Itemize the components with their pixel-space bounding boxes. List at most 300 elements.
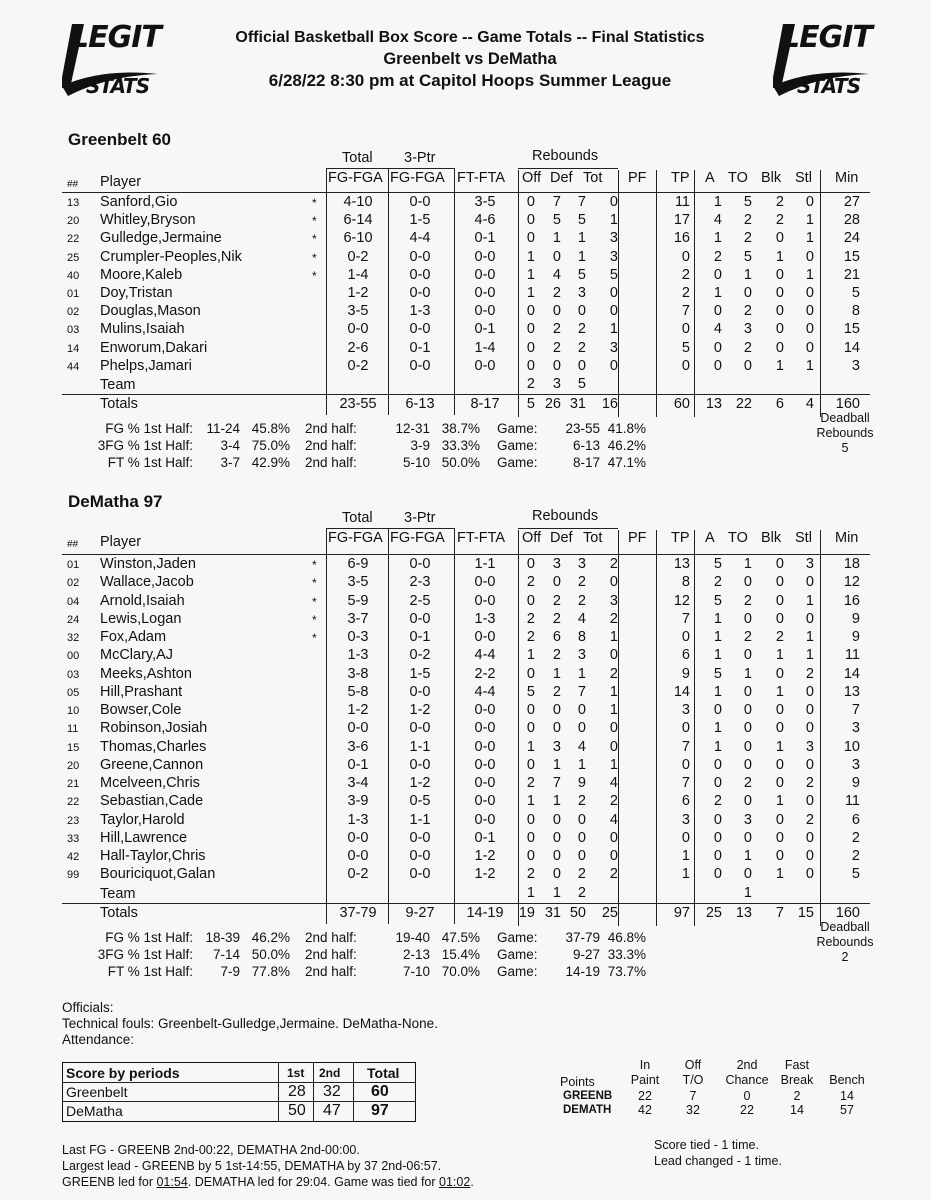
stat-to: 2 — [743, 339, 752, 356]
stat-min: 16 — [843, 592, 860, 609]
player-name: Greene,Cannon — [100, 756, 204, 773]
shooting-pct-gp: 46.2% — [607, 438, 646, 454]
stat-to: 0 — [743, 285, 752, 301]
stat-stl: 0 — [805, 720, 814, 737]
stat-tp: 7 — [681, 775, 690, 791]
stat-stl: 3 — [805, 556, 814, 572]
stat-stl: 0 — [805, 321, 814, 338]
header-tot: Tot — [583, 530, 603, 546]
stat-blk: 1 — [775, 647, 784, 664]
header-rebounds: Rebounds — [532, 508, 599, 524]
player-name: Mulins,Isaiah — [100, 321, 185, 338]
jersey-number: 02 — [67, 577, 80, 590]
stat-fg3: 2-5 — [409, 592, 431, 609]
player-name: Hall-Taylor,Chris — [100, 848, 206, 864]
stat-a: 1 — [713, 629, 722, 645]
stat-blk: 0 — [775, 665, 784, 682]
stat-tot: 9 — [577, 775, 586, 791]
stat-tp: 7 — [681, 610, 690, 627]
stat-to: 5 — [743, 248, 752, 265]
shooting-pct-label: FT % 1st Half: — [107, 963, 193, 979]
stat-stl: 1 — [805, 629, 814, 645]
stat-min: 14 — [843, 339, 860, 356]
stat-a: 1 — [713, 194, 722, 210]
stat-a: 0 — [713, 702, 722, 718]
stat-ft: 0-0 — [474, 266, 496, 283]
stat-a: 1 — [713, 647, 722, 664]
total-off: 5 — [526, 396, 535, 413]
shooting-pct-h2l: 2nd half: — [305, 946, 357, 962]
shooting-pct-label: FT % 1st Half: — [107, 455, 193, 471]
stat-fg: 3-5 — [347, 574, 369, 591]
stat-fg3: 0-0 — [409, 357, 431, 374]
header-fg-fga: FG-FGA — [328, 170, 383, 186]
jersey-number: 15 — [67, 741, 80, 754]
stat-to: 1 — [743, 266, 752, 283]
stat-pf: 0 — [609, 194, 618, 210]
team-heading: Greenbelt 60 — [68, 130, 171, 149]
sbp-period-score: 28 — [288, 1083, 306, 1100]
stat-off: 0 — [526, 321, 535, 338]
stat-to: 0 — [743, 720, 752, 737]
stat-off: 1 — [526, 266, 535, 283]
stat-stl: 0 — [805, 683, 814, 700]
stat-ft: 0-0 — [474, 811, 496, 828]
stat-ft: 0-0 — [474, 592, 496, 609]
team-label: Team — [100, 885, 136, 902]
shooting-pct-label: 3FG % 1st Half: — [97, 438, 193, 454]
header-def: Def — [550, 170, 573, 186]
stat-a: 1 — [713, 720, 722, 737]
stat-tot: 0 — [577, 702, 586, 718]
grid-line — [62, 192, 870, 193]
stat-tp: 3 — [681, 811, 690, 828]
stat-fg: 3-8 — [347, 665, 369, 682]
stat-blk: 1 — [775, 738, 784, 755]
header-fg-fga: FG-FGA — [328, 530, 383, 546]
stat-off: 0 — [526, 756, 535, 773]
stat-ft: 0-0 — [474, 702, 496, 718]
stat-pf: 0 — [609, 357, 618, 374]
stat-def: 4 — [552, 266, 561, 283]
player-name: Bowser,Cole — [100, 702, 182, 718]
stat-off: 0 — [526, 339, 535, 356]
total-off: 19 — [518, 904, 535, 921]
shooting-pct-h2l: 2nd half: — [305, 421, 357, 437]
stat-min: 10 — [843, 738, 860, 755]
stat-def: 1 — [552, 230, 561, 247]
stat-fg: 1-3 — [347, 811, 369, 828]
stat-to: 0 — [743, 829, 752, 846]
stat-fg: 0-0 — [347, 829, 369, 846]
starter-mark: * — [312, 558, 317, 572]
stat-def: 0 — [552, 720, 561, 737]
team-rebounds-row — [62, 376, 870, 394]
stat-ft: 1-2 — [474, 866, 496, 883]
stat-a: 4 — [713, 321, 722, 338]
stat-ft: 0-0 — [474, 775, 496, 791]
points-header-line2: Chance — [725, 1073, 769, 1087]
header-ft-fta: FT-FTA — [457, 170, 506, 186]
stat-to: 3 — [743, 321, 752, 338]
sbp-team-name: Greenbelt — [66, 1084, 128, 1100]
stat-off: 2 — [526, 775, 535, 791]
shooting-pct-gl: Game: — [497, 421, 538, 437]
stat-def: 0 — [552, 248, 561, 265]
stat-pf: 3 — [609, 230, 618, 247]
player-name: Winston,Jaden — [100, 556, 196, 572]
stat-min: 27 — [843, 194, 860, 210]
stat-def: 0 — [552, 848, 561, 864]
header-player: Player — [100, 174, 142, 190]
shooting-pct-gp: 73.7% — [607, 963, 646, 979]
stat-ft: 2-2 — [474, 665, 496, 682]
header-3ptr: 3-Ptr — [404, 150, 436, 166]
stat-to: 0 — [743, 610, 752, 627]
stat-tot: 3 — [577, 647, 586, 664]
totals-label: Totals — [100, 396, 138, 413]
stat-to: 1 — [743, 884, 752, 901]
sbp-period-score: 47 — [323, 1102, 341, 1119]
stat-ft: 0-0 — [474, 756, 496, 773]
stat-stl: 2 — [805, 811, 814, 828]
sbp-title: Score by periods — [66, 1065, 180, 1081]
player-row — [62, 249, 870, 267]
grid-line — [62, 903, 870, 904]
header-tp: TP — [671, 530, 690, 546]
stat-off: 0 — [526, 811, 535, 828]
stat-blk: 0 — [775, 756, 784, 773]
stat-min: 2 — [851, 829, 860, 846]
stat-tp: 0 — [681, 629, 690, 645]
stat-blk: 0 — [775, 848, 784, 864]
stat-def: 2 — [552, 339, 561, 356]
stat-fg: 5-8 — [347, 683, 369, 700]
stat-def: 0 — [552, 829, 561, 846]
stat-tot: 0 — [577, 357, 586, 374]
player-name: Mcelveen,Chris — [100, 775, 200, 791]
stat-a: 4 — [713, 212, 722, 229]
stat-pf: 0 — [609, 738, 618, 755]
stat-to: 0 — [743, 683, 752, 700]
player-name: Crumpler-Peoples,Nik — [100, 248, 242, 265]
stat-off: 2 — [526, 866, 535, 883]
total-to: 22 — [735, 396, 752, 413]
jersey-number: 21 — [67, 778, 80, 790]
player-row — [62, 848, 870, 866]
stat-tot: 4 — [577, 738, 586, 755]
stat-stl: 2 — [805, 665, 814, 682]
stat-fg: 0-2 — [347, 866, 369, 883]
stat-pf: 2 — [609, 610, 618, 627]
shooting-pct-h2: 19-40 — [395, 929, 430, 945]
stat-def: 1 — [552, 756, 561, 773]
team-rebounds-row — [62, 885, 870, 903]
stat-def: 0 — [552, 303, 561, 320]
shooting-pct-h2l: 2nd half: — [305, 963, 357, 979]
player-row — [62, 574, 870, 592]
stat-tot: 2 — [577, 321, 586, 338]
stat-a: 0 — [713, 775, 722, 791]
stat-tot: 2 — [577, 339, 586, 356]
player-name: Lewis,Logan — [100, 610, 182, 627]
stat-a: 1 — [713, 610, 722, 627]
stat-tot: 2 — [577, 793, 586, 810]
stat-pf: 0 — [609, 574, 618, 591]
stat-off: 0 — [526, 230, 535, 247]
stat-fg: 3-4 — [347, 775, 369, 791]
total-ft: 8-17 — [470, 396, 500, 413]
header-a: A — [705, 170, 715, 186]
attendance-label: Attendance: — [62, 1032, 135, 1047]
player-name: Phelps,Jamari — [100, 357, 192, 374]
stat-fg3: 2-3 — [409, 574, 431, 591]
stat-to: 3 — [743, 811, 752, 828]
stat-min: 11 — [844, 793, 860, 810]
points-value: 14 — [840, 1089, 854, 1103]
stat-min: 3 — [851, 756, 860, 773]
header-3ptr: 3-Ptr — [404, 510, 436, 526]
stat-to: 1 — [743, 848, 752, 864]
stat-blk: 2 — [775, 194, 784, 210]
lead-changed-line: Lead changed - 1 time. — [654, 1154, 782, 1168]
stat-def: 0 — [552, 574, 561, 591]
stat-min: 11 — [844, 647, 860, 664]
report-title: Official Basketball Box Score -- Game Totals -- Final Statistics — [235, 29, 705, 46]
shooting-pct-gp: 33.3% — [607, 946, 646, 962]
stat-min: 7 — [851, 702, 860, 718]
stat-def: 6 — [552, 629, 561, 645]
stat-to: 1 — [743, 556, 752, 572]
stat-blk: 1 — [775, 866, 784, 883]
stat-fg3: 1-5 — [409, 212, 431, 229]
stat-a: 2 — [713, 248, 722, 265]
stat-fg3: 1-2 — [409, 775, 431, 791]
total-pf: 25 — [601, 904, 618, 921]
stat-def: 0 — [552, 357, 561, 374]
points-label: Points — [560, 1075, 595, 1089]
stat-pf: 0 — [609, 647, 618, 664]
header-stl: Stl — [795, 530, 812, 546]
stat-stl: 0 — [805, 848, 814, 864]
stat-a: 0 — [713, 848, 722, 864]
shooting-pct-h2p: 50.0% — [441, 455, 480, 471]
player-row — [62, 793, 870, 811]
stat-min: 6 — [851, 811, 860, 828]
total-def: 31 — [544, 904, 561, 921]
stat-a: 2 — [713, 793, 722, 810]
shooting-pct-h2p: 33.3% — [441, 438, 480, 454]
stat-def: 2 — [552, 683, 561, 700]
stat-tp: 13 — [673, 556, 690, 572]
stat-def: 3 — [552, 556, 561, 572]
total-min: 160 — [835, 396, 860, 413]
shooting-pct-gl: Game: — [497, 438, 538, 454]
shooting-pct-gl: Game: — [497, 946, 538, 962]
player-name: Sanford,Gio — [100, 194, 178, 210]
stat-a: 1 — [713, 738, 722, 755]
stat-stl: 0 — [805, 702, 814, 718]
stat-stl: 0 — [805, 285, 814, 301]
header-min: Min — [835, 530, 859, 546]
stat-a: 0 — [713, 756, 722, 773]
player-row — [62, 684, 870, 702]
stat-tot: 5 — [577, 376, 586, 392]
stat-min: 3 — [851, 357, 860, 374]
shooting-pct-h2: 5-10 — [402, 455, 430, 471]
team-label: Team — [100, 377, 136, 393]
stat-a: 5 — [713, 556, 722, 572]
starter-mark: * — [312, 576, 317, 591]
player-name: Hill,Prashant — [100, 683, 183, 700]
stat-pf: 3 — [609, 248, 618, 265]
stat-fg3: 0-1 — [409, 339, 431, 356]
stat-fg3: 0-0 — [409, 720, 431, 737]
stat-pf: 5 — [609, 266, 618, 283]
shooting-pct-h1p: 75.0% — [251, 438, 290, 454]
player-row — [62, 358, 870, 376]
stat-min: 5 — [851, 866, 860, 883]
jersey-number: 03 — [67, 324, 80, 337]
stat-a: 0 — [713, 357, 722, 374]
stat-fg: 4-10 — [343, 194, 373, 210]
stat-a: 0 — [713, 829, 722, 846]
points-value: 42 — [638, 1103, 652, 1117]
stat-fg3: 0-0 — [409, 266, 431, 283]
stat-ft: 1-4 — [474, 339, 496, 356]
stat-ft: 0-0 — [474, 629, 496, 645]
player-name: Robinson,Josiah — [100, 720, 208, 737]
stat-fg: 3-6 — [347, 738, 369, 755]
stat-a: 2 — [713, 574, 722, 591]
grid-line — [62, 394, 870, 395]
total-def: 26 — [544, 396, 561, 413]
player-row — [62, 212, 870, 230]
sbp-period-score: 50 — [288, 1102, 306, 1119]
led-text: . DEMATHA led for 29:04. Game was tied for — [187, 1175, 440, 1189]
stat-stl: 0 — [805, 829, 814, 846]
stat-min: 5 — [851, 285, 860, 301]
total-a: 25 — [705, 904, 722, 921]
stat-pf: 1 — [609, 212, 618, 229]
jersey-number: 33 — [67, 832, 80, 845]
stat-ft: 0-1 — [474, 829, 496, 846]
player-name: Wallace,Jacob — [100, 574, 194, 591]
stat-min: 2 — [851, 848, 860, 864]
stat-ft: 1-1 — [474, 556, 496, 572]
stat-pf: 0 — [609, 720, 618, 737]
stat-to: 0 — [743, 647, 752, 664]
player-row — [62, 321, 870, 339]
shooting-pct-g: 14-19 — [565, 963, 600, 979]
stat-tot: 5 — [577, 212, 586, 229]
jersey-number: 24 — [67, 613, 80, 626]
stat-fg3: 0-1 — [409, 629, 431, 645]
stat-ft: 0-0 — [474, 793, 496, 810]
total-fg: 23-55 — [339, 396, 377, 413]
stat-fg3: 0-0 — [409, 848, 431, 864]
deadball-rebounds-value: 5 — [841, 441, 849, 456]
points-team: DEMATH — [563, 1104, 612, 1116]
stat-pf: 2 — [609, 665, 618, 682]
stat-ft: 4-6 — [474, 212, 496, 229]
stat-tot: 2 — [577, 574, 586, 591]
player-row — [62, 285, 870, 303]
stat-off: 0 — [526, 556, 535, 572]
player-row — [62, 647, 870, 665]
total-to: 13 — [735, 904, 752, 921]
shooting-pct-gp: 41.8% — [607, 421, 646, 437]
stat-tp: 0 — [681, 756, 690, 773]
stat-tp: 1 — [681, 866, 690, 883]
player-row — [62, 593, 870, 611]
shooting-pct-g: 9-27 — [572, 946, 600, 962]
shooting-pct-h2: 3-9 — [410, 438, 430, 454]
points-header-line2: Break — [780, 1073, 814, 1087]
total-ft: 14-19 — [466, 904, 504, 921]
jersey-number: 20 — [67, 759, 80, 772]
stat-pf: 4 — [609, 775, 618, 791]
grid-line — [326, 528, 454, 529]
stat-tot: 1 — [577, 756, 586, 773]
stat-off: 2 — [526, 610, 535, 627]
header-3pt-fg-fga: FG-FGA — [390, 170, 445, 186]
stat-min: 9 — [851, 610, 860, 627]
stat-stl: 0 — [805, 866, 814, 883]
stat-fg3: 0-0 — [409, 866, 431, 883]
led-text: GREENB led for — [62, 1175, 157, 1189]
player-name: Sebastian,Cade — [100, 793, 204, 810]
totals-row — [62, 396, 870, 414]
shooting-pct-h1p: 46.2% — [251, 929, 290, 945]
stat-tot: 7 — [577, 683, 586, 700]
player-name: Enworum,Dakari — [100, 339, 208, 356]
header-ft-fta: FT-FTA — [457, 530, 506, 546]
shooting-pct-h2l: 2nd half: — [305, 438, 357, 454]
stat-blk: 0 — [775, 230, 784, 247]
jersey-number: 13 — [67, 197, 80, 209]
stat-fg: 6-10 — [343, 230, 373, 247]
stat-ft: 0-1 — [474, 230, 496, 247]
stat-tot: 0 — [577, 720, 586, 737]
stat-fg: 6-9 — [347, 556, 369, 572]
stat-to: 2 — [743, 592, 752, 609]
stat-fg: 1-2 — [347, 285, 369, 301]
stat-tot: 4 — [577, 610, 586, 627]
stat-fg3: 1-5 — [409, 665, 431, 682]
shooting-pct-h2: 12-31 — [395, 421, 430, 437]
stat-tot: 2 — [577, 866, 586, 883]
stat-blk: 0 — [775, 321, 784, 338]
stat-min: 9 — [851, 629, 860, 645]
stat-stl: 1 — [805, 230, 814, 247]
stat-ft: 1-3 — [474, 610, 496, 627]
stat-to: 0 — [743, 357, 752, 374]
stat-blk: 0 — [775, 610, 784, 627]
stat-def: 2 — [552, 647, 561, 664]
stat-fg3: 0-0 — [409, 321, 431, 338]
header-pf: PF — [628, 170, 647, 186]
total-pf: 16 — [601, 396, 618, 413]
player-name: Thomas,Charles — [100, 738, 207, 755]
stat-pf: 3 — [609, 339, 618, 356]
stat-to: 2 — [743, 230, 752, 247]
shooting-pct-h2p: 15.4% — [441, 946, 480, 962]
shooting-pct-label: 3FG % 1st Half: — [97, 946, 193, 962]
points-header-line2: Bench — [829, 1073, 865, 1087]
header-off: Off — [522, 530, 542, 546]
stat-fg3: 0-0 — [409, 248, 431, 265]
